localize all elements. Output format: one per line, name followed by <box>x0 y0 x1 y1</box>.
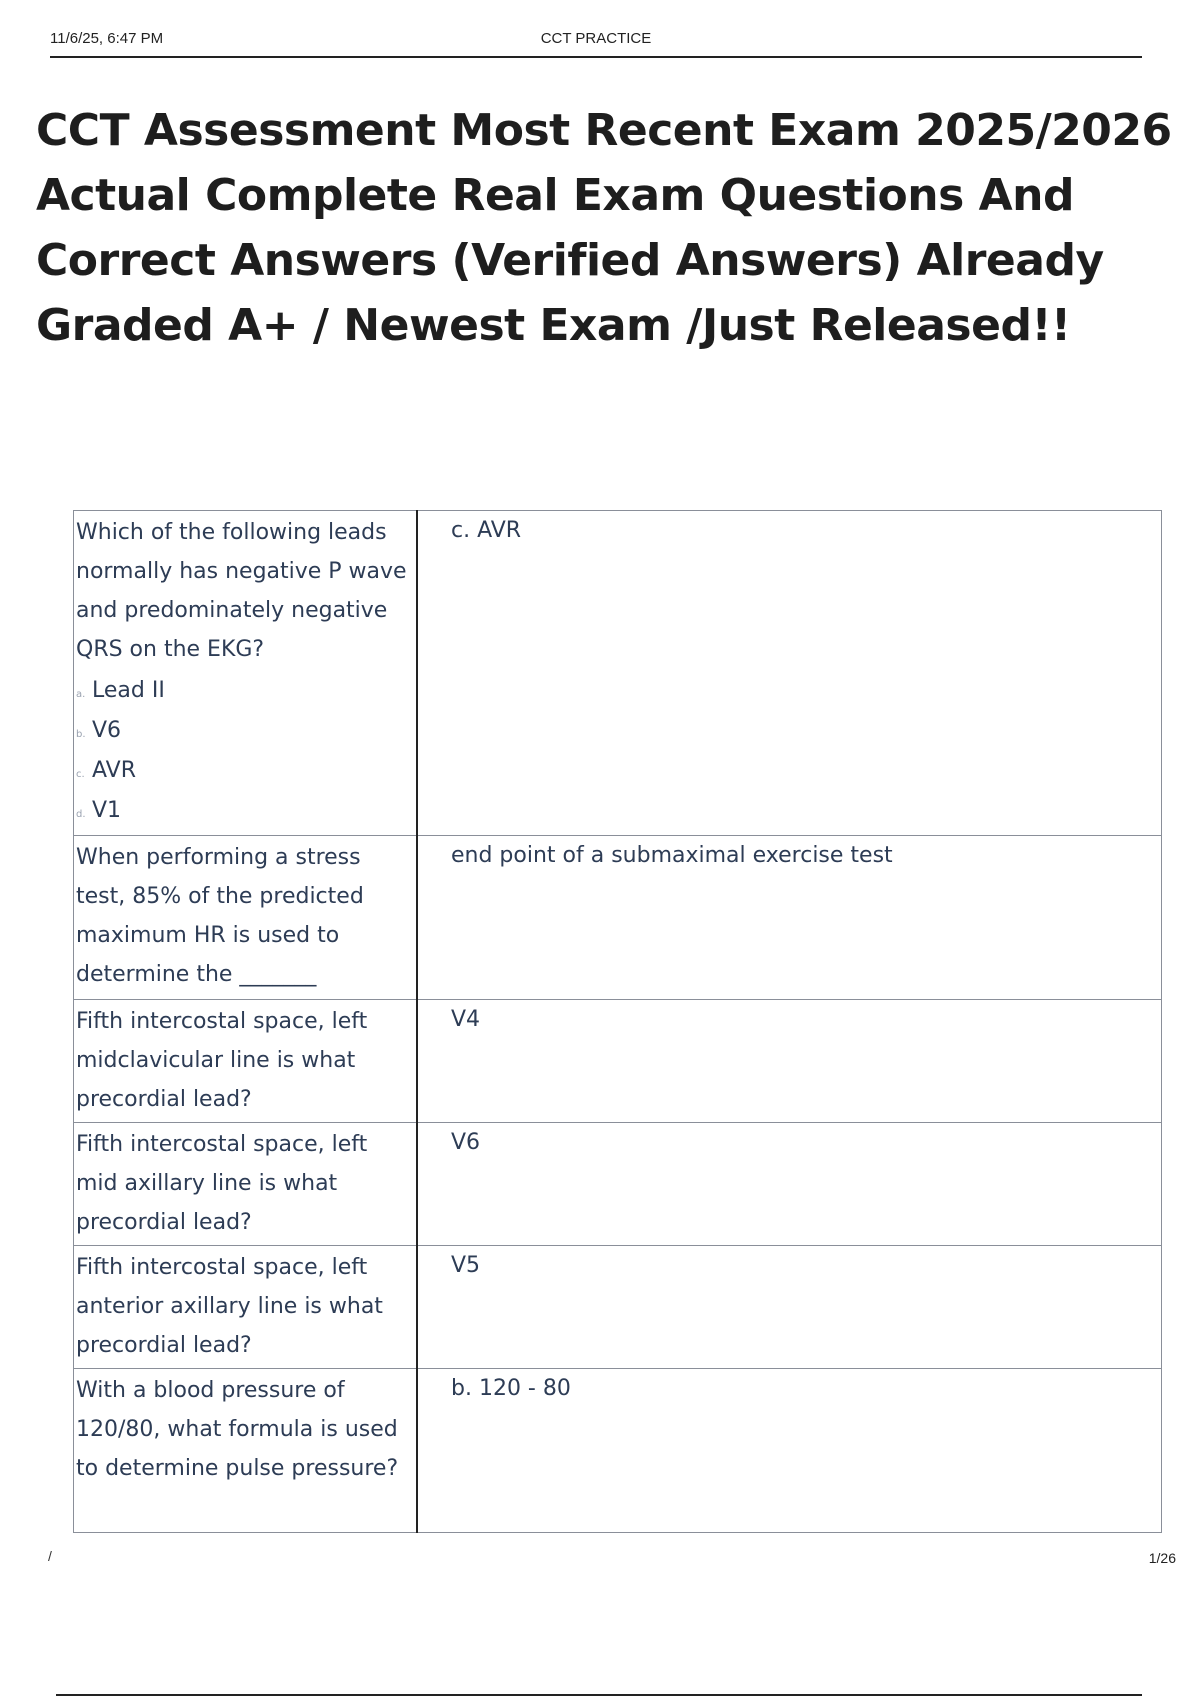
option-marker: a. <box>76 689 86 700</box>
print-datetime: 11/6/25, 6:47 PM <box>50 30 164 47</box>
answer-cell: V4 <box>417 1000 1162 1123</box>
print-document-name: CCT PRACTICE <box>540 30 652 47</box>
print-header <box>50 28 1142 58</box>
option-marker: c. <box>76 769 85 780</box>
table-row <box>74 836 1162 1000</box>
qa-table <box>73 510 1162 1533</box>
option-marker: b. <box>76 729 86 740</box>
page-bottom-divider <box>56 1694 1142 1696</box>
option-item <box>76 673 412 713</box>
answer-options-list <box>76 669 412 833</box>
table-row <box>74 1246 1162 1369</box>
question-cell: Fifth intercostal space, left anterior axillary line is what precordial lead? <box>74 1246 418 1369</box>
answer-cell: c. AVR <box>417 511 1162 836</box>
question-cell: Fifth intercostal space, left mid axillary line is what precordial lead? <box>74 1123 418 1246</box>
answer-cell: b. 120 - 80 <box>417 1369 1162 1533</box>
option-item <box>76 753 412 793</box>
document-title: CCT Assessment Most Recent Exam 2025/2026 Actual Complete Real Exam Questions And Correct Answers (Verified Answers) Already Graded A+ / Newest Exam /Just Released!! <box>36 105 1172 351</box>
table-row <box>74 511 1162 836</box>
table-row <box>74 1369 1162 1533</box>
option-text: Lead II <box>92 678 165 703</box>
answer-cell: V5 <box>417 1246 1162 1369</box>
table-row <box>74 1123 1162 1246</box>
page-number: 1/26 <box>1148 1550 1176 1566</box>
question-cell: When performing a stress test, 85% of the predicted maximum HR is used to determine the _______ <box>74 836 418 1000</box>
option-text: AVR <box>92 758 136 783</box>
answer-cell: V6 <box>417 1123 1162 1246</box>
answer-cell: end point of a submaximal exercise test <box>417 836 1162 1000</box>
table-row <box>74 1000 1162 1123</box>
question-cell: With a blood pressure of 120/80, what formula is used to determine pulse pressure? <box>74 1369 418 1533</box>
question-text: Which of the following leads normally has negative P wave and predominately negative QRS on the EKG? <box>76 520 407 662</box>
option-text: V1 <box>92 798 122 823</box>
print-footer-url: / <box>48 1548 52 1564</box>
option-text: V6 <box>92 718 122 743</box>
option-item <box>76 713 412 753</box>
question-cell: Fifth intercostal space, left midclavicular line is what precordial lead? <box>74 1000 418 1123</box>
option-item <box>76 793 412 833</box>
option-marker: d. <box>76 809 86 820</box>
question-cell <box>74 511 418 836</box>
